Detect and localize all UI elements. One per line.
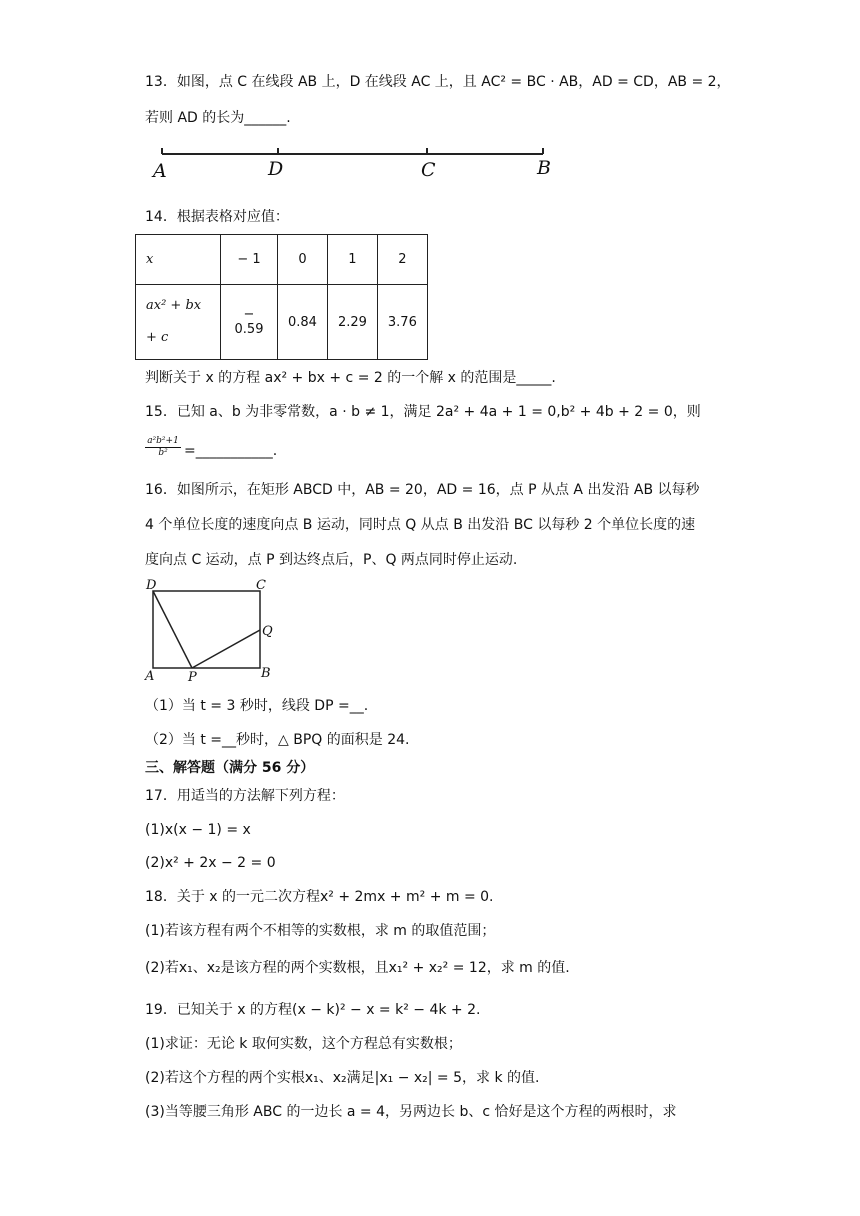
q16-label-c: C <box>256 578 266 593</box>
q19-part3: (3)当等腰三角形 ABC 的一边长 a = 4，另两边长 b、c 恰好是这个方程的两根时，求 <box>145 1104 677 1120</box>
q15-answer-blank: =___________. <box>184 443 278 459</box>
q16-label-a: A <box>145 669 155 684</box>
q19-part1: (1)求证：无论 k 取何实数，这个方程总有实数根； <box>145 1036 462 1052</box>
q14-question: 判断关于 x 的方程 ax² + bx + c = 2 的一个解 x 的范围是_____. <box>145 370 556 386</box>
fraction-numerator: a²b²+1 <box>147 436 179 446</box>
table-value-cell: − 0.59 <box>221 285 278 360</box>
q14-title: 14．根据表格对应值： <box>145 209 289 225</box>
q19-part2: (2)若这个方程的两个实根x₁、x₂满足|x₁ − x₂| = 5，求 k 的值. <box>145 1070 540 1086</box>
table-row-label <box>136 285 221 360</box>
q16-line1: 16．如图所示，在矩形 ABCD 中，AB = 20，AD = 16，点 P 从点 A 出发沿 AB 以每秒 <box>145 482 700 498</box>
q16-line2: 4 个单位长度的速度向点 B 运动，同时点 Q 从点 B 出发沿 BC 以每秒 2 个单位长度的速 <box>145 517 696 533</box>
table-value-cell: 3.76 <box>377 285 427 360</box>
q15-fraction <box>145 436 181 459</box>
row-label-line2: + c <box>146 330 169 345</box>
q13-label-d: D <box>268 158 284 180</box>
fraction-denominator: b² <box>145 447 181 459</box>
q13-line1: 13．如图，点 C 在线段 AB 上，D 在线段 AC 上，且 AC² = BC · AB，AD = CD，AB = 2， <box>145 74 731 90</box>
q16-line3: 度向点 C 运动，点 P 到达终点后，P、Q 两点同时停止运动. <box>145 552 518 568</box>
q17-part2: (2)x² + 2x − 2 = 0 <box>145 855 276 871</box>
section-heading: 三、解答题（满分 56 分） <box>145 760 315 776</box>
table-header-cell: 1 <box>327 235 377 285</box>
q14-value-table <box>135 234 428 360</box>
row-label-line1: ax² + bx <box>146 298 202 313</box>
q16-sub2: （2）当 t =__秒时，△ BPQ 的面积是 24. <box>145 732 410 748</box>
q13-label-c: C <box>421 159 436 181</box>
q16-sub1: （1）当 t = 3 秒时，线段 DP =__. <box>145 698 369 714</box>
table-value-cell: 0.84 <box>278 285 328 360</box>
q13-label-a: A <box>153 160 167 182</box>
q17-part1: (1)x(x − 1) = x <box>145 822 251 838</box>
q13-label-b: B <box>537 157 551 179</box>
q16-label-d: D <box>146 578 157 593</box>
q16-label-b: B <box>261 666 271 681</box>
q13-line2: 若则 AD 的长为______. <box>145 110 291 126</box>
q16-label-p: P <box>188 670 197 685</box>
q17-title: 17．用适当的方法解下列方程： <box>145 788 345 804</box>
table-header-cell: 0 <box>278 235 328 285</box>
table-header-x: x <box>136 235 221 285</box>
q19-title: 19．已知关于 x 的方程(x − k)² − x = k² − 4k + 2. <box>145 1002 481 1018</box>
q16-label-q: Q <box>262 624 273 639</box>
q18-part2: (2)若x₁、x₂是该方程的两个实数根，且x₁² + x₂² = 12，求 m 的值. <box>145 960 570 976</box>
q15-line1: 15．已知 a、b 为非零常数，a · b ≠ 1，满足 2a² + 4a + 1 = 0,b² + 4b + 2 = 0，则 <box>145 404 701 420</box>
q18-part1: (1)若该方程有两个不相等的实数根，求 m 的取值范围； <box>145 923 496 939</box>
table-value-cell: 2.29 <box>327 285 377 360</box>
table-header-cell: − 1 <box>221 235 278 285</box>
q13-segment-figure <box>145 146 565 186</box>
table-header-cell: 2 <box>377 235 427 285</box>
q18-title: 18．关于 x 的一元二次方程x² + 2mx + m² + m = 0. <box>145 889 494 905</box>
